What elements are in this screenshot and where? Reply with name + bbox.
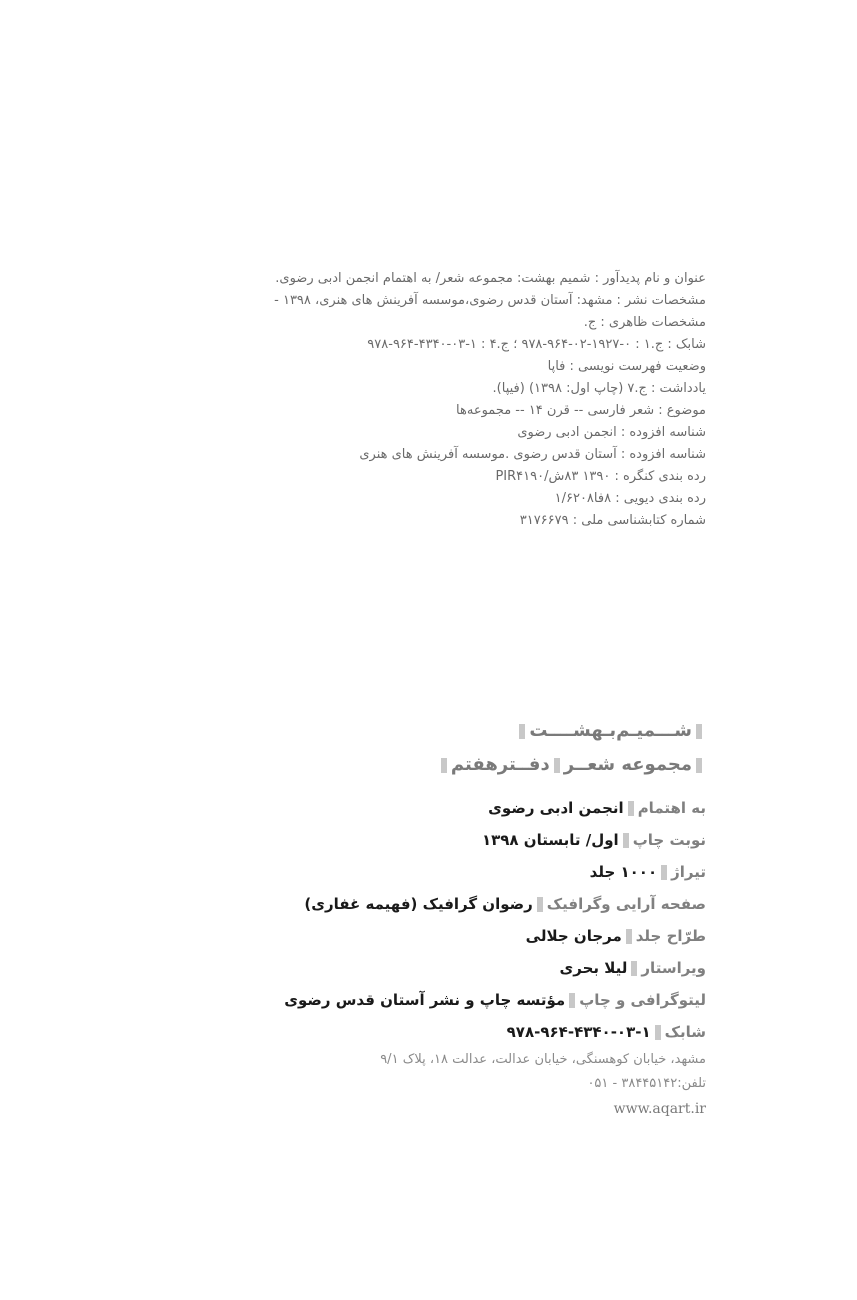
cip-added-entry-1: شناسه افزوده : انجمن ادبی رضوی — [517, 425, 706, 440]
credit-row-layout-graphics: صفحه آرایی وگرافیکرضوان گرافیک (فهیمه غفاری) — [304, 895, 706, 913]
address: مشهد، خیابان کوهسنگی، خیابان عدالت، عدالت ۱۸، پلاک ۹/۱ — [380, 1052, 706, 1067]
separator-square — [655, 1025, 661, 1040]
cip-publication: مشخصات نشر : مشهد: آستان قدس رضوی،موسسه آفرینش های هنری، ۱۳۹۸ - — [274, 293, 706, 308]
credit-row-compiler: به اهتمامانجمن ادبی رضوی — [488, 799, 706, 817]
separator-square — [628, 801, 634, 816]
separator-square — [554, 758, 560, 773]
cip-cataloging-status: وضعیت فهرست نویسی : فاپا — [547, 359, 706, 374]
cip-subject: موضوع : شعر فارسی -- قرن ۱۴ -- مجموعه‌ها — [456, 403, 706, 418]
separator-square — [623, 833, 629, 848]
credit-row-editor: ویراستارلیلا بحری — [559, 959, 706, 977]
cip-physical: مشخصات ظاهری : ج. — [583, 315, 706, 330]
subtitle: مجموعه شعــر — [563, 754, 692, 775]
cip-added-entry-2: شناسه افزوده : آستان قدس رضوی .موسسه آفرینش های هنری — [359, 447, 706, 462]
credit-row-print-run: تیراژ۱۰۰۰ جلد — [589, 863, 706, 881]
cip-isbn: شابک : ج.۱ : ۰-۱۹۲۷-۰۲-۹۶۴-۹۷۸ ؛ ج.۴ : ۱-۰۳-۴۳۴۰-۹۶۴-۹۷۸ — [367, 337, 706, 352]
separator-square — [441, 758, 447, 773]
cip-title-author: عنوان و نام پدیدآور : شمیم بهشت: مجموعه شعر/ به اهتمام انجمن ادبی رضوی. — [275, 271, 706, 286]
credits-block — [286, 714, 706, 1122]
book-subtitle — [286, 748, 706, 782]
cip-national-bibliography: شماره کتابشناسی ملی : ۳۱۷۶۶۷۹ — [519, 513, 706, 528]
separator-square — [537, 897, 543, 912]
website-link[interactable]: www.aqart.ir — [613, 1101, 706, 1117]
book-title — [286, 714, 706, 748]
separator-square — [696, 724, 702, 739]
book-name: شـــمیـم‌بـهشــــت — [529, 720, 692, 741]
separator-square — [696, 758, 702, 773]
separator-square — [661, 865, 667, 880]
credit-row-printing: لیتوگرافی و چاپمؤتسه چاپ و نشر آستان قدس رضوی — [284, 991, 706, 1009]
separator-square — [626, 929, 632, 944]
credit-row-edition: نوبت چاپاول/ تابستان ۱۳۹۸ — [481, 831, 706, 849]
separator-square — [519, 724, 525, 739]
cip-lc-classification: رده بندی کنگره : ۱۳۹۰ ۸۳ش/PIR۴۱۹۰ — [495, 469, 706, 484]
phone: تلفن:۳۸۴۴۵۱۴۲ - ۰۵۱ — [587, 1076, 706, 1091]
cip-dewey-classification: رده بندی دیویی : ۸فا۱/۶۲۰۸ — [554, 491, 706, 506]
separator-square — [631, 961, 637, 976]
cip-note: یادداشت : ج.۷ (چاپ اول: ۱۳۹۸) (فیپا). — [492, 381, 706, 396]
credit-row-cover-designer: طرّاح جلدمرجان جلالی — [525, 927, 706, 945]
credit-row-isbn: شابک۱-۰۳-۴۳۴۰-۹۶۴-۹۷۸ — [506, 1023, 706, 1041]
volume: دفــترهفتم — [450, 754, 550, 775]
separator-square — [569, 993, 575, 1008]
cataloging-in-publication-block — [274, 268, 706, 532]
